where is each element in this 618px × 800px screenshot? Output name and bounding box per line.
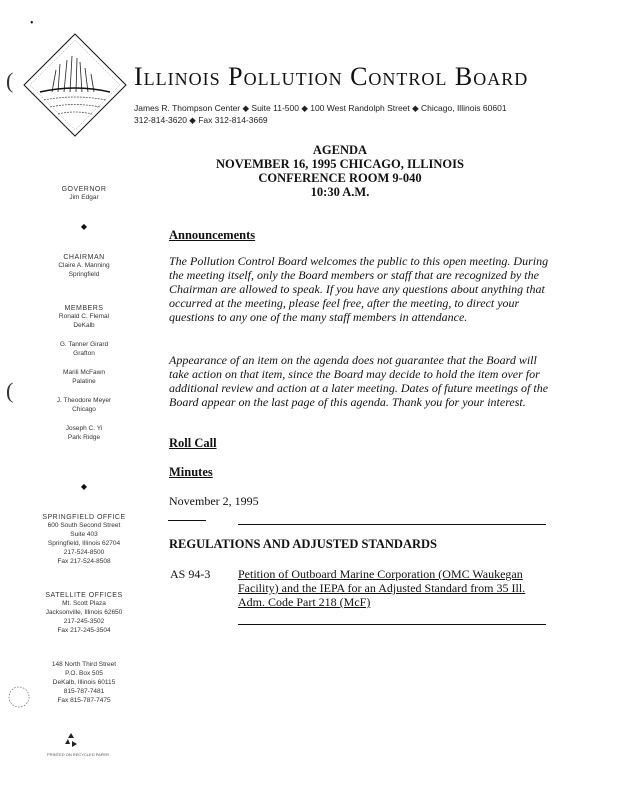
office-line: Fax 815-787-7475	[57, 697, 111, 704]
office-line: 600 South Second Street	[47, 522, 121, 529]
member-entry	[14, 312, 154, 340]
member-entry	[14, 340, 154, 368]
agenda-time-line: 10:30 A.M.	[310, 185, 370, 199]
office-line: Suite 403	[70, 531, 98, 538]
docket-description: Petition of Outboard Marine Corporation (OMC Waukegan Facility) and the IEPA for an Adjusted Standard from 35 Ill. Adm. Code Part 218 (McF)	[238, 567, 526, 609]
office-line: P.O. Box 505	[65, 670, 103, 677]
disclaimer-paragraph: Appearance of an item on the agenda does not guarantee that the Board will take action on that item, since the Board may decide to hold the item over for additional review and action at a later meeting. Dates of future meetings of the Board appear on the last page of this agenda. Thank you for your interest.	[169, 353, 549, 409]
office-line: 217-245-3502	[63, 618, 105, 625]
recycle-icon	[63, 732, 79, 748]
regulations-heading: REGULATIONS AND ADJUSTED STANDARDS	[169, 537, 437, 551]
office-line: DeKalb, Illinois 60115	[52, 679, 116, 686]
member-city: Palatine	[72, 378, 96, 385]
item-rule	[238, 624, 546, 625]
member-name: G. Tanner Girard	[59, 341, 109, 348]
member-entry	[14, 424, 154, 452]
satellite-office-dekalb	[14, 660, 154, 705]
divider-diamond-icon: ◆	[80, 222, 88, 231]
members-block	[14, 305, 154, 452]
scan-speckle-icon	[6, 684, 32, 710]
governor-name: Jim Edgar	[69, 194, 99, 201]
office-line: Fax 217-245-3504	[57, 627, 111, 634]
board-logo-icon	[22, 32, 128, 138]
phone-line: 312-814-3620 ◆ Fax 312-814-3669	[134, 115, 268, 125]
agenda-title: AGENDA	[312, 143, 368, 157]
recycled-paper-note: PRINTED ON RECYCLED PAPER	[47, 752, 109, 757]
member-city: Chicago	[72, 406, 96, 413]
springfield-heading: SPRINGFIELD OFFICE	[42, 514, 126, 521]
member-name: J. Theodore Meyer	[56, 397, 112, 404]
agenda-room-line: CONFERENCE ROOM 9-040	[258, 171, 422, 185]
section-rule	[238, 524, 546, 525]
announcements-heading: Announcements	[169, 228, 256, 242]
office-line: 148 North Third Street	[51, 661, 117, 668]
docket-number: AS 94-3	[170, 567, 211, 581]
divider-diamond-icon: ◆	[80, 482, 88, 491]
chairman-block	[14, 254, 154, 279]
stray-mark: •	[30, 18, 34, 29]
satellite-heading: SATELLITE OFFICES	[45, 592, 123, 599]
roll-call-heading: Roll Call	[169, 436, 217, 450]
welcome-paragraph: The Pollution Control Board welcomes the public to this open meeting. During the meeting itself, only the Board members or staff that are recognized by the Chairman are allowed to speak. If you have any questions about anything that occurred at the meeting, please feel free, after the meeting, to direct your questions to any one of the many staff members in attendance.	[169, 254, 549, 324]
member-entry	[14, 396, 154, 424]
punch-hole-mark: (	[6, 68, 14, 93]
punch-hole-mark: (	[6, 378, 14, 403]
office-line: Fax 217-524-8508	[57, 558, 111, 565]
agenda-date-line: NOVEMBER 16, 1995 CHICAGO, ILLINOIS	[216, 157, 464, 171]
member-city: Park Ridge	[67, 434, 101, 441]
members-heading: MEMBERS	[64, 305, 104, 312]
chairman-city: Springfield	[68, 271, 100, 278]
satellite-offices-block	[14, 592, 154, 635]
short-rule	[168, 520, 206, 521]
member-name: Ronald C. Flemal	[58, 313, 110, 320]
office-line: 815-787-7481	[63, 688, 105, 695]
chairman-heading: CHAIRMAN	[63, 254, 105, 261]
minutes-date: November 2, 1995	[169, 494, 259, 508]
member-city: DeKalb	[73, 322, 95, 329]
agenda-header	[170, 143, 510, 199]
minutes-heading: Minutes	[169, 465, 213, 479]
governor-block	[14, 186, 154, 202]
office-line: Mt. Scott Plaza	[62, 600, 106, 607]
office-line: Springfield, Illinois 62704	[47, 540, 121, 547]
member-name: Joseph C. Yi	[65, 425, 103, 432]
chairman-name: Claire A. Manning	[58, 262, 110, 269]
office-line: 217-524-8500	[63, 549, 105, 556]
office-line: Jacksonville, Illinois 62650	[45, 609, 123, 616]
member-entry	[14, 368, 154, 396]
member-name: Marili McFawn	[63, 369, 105, 376]
member-city: Grafton	[73, 350, 95, 357]
springfield-office-block	[14, 514, 154, 566]
organization-title: Illinois Pollution Control Board	[134, 62, 529, 91]
governor-heading: GOVERNOR	[61, 186, 107, 193]
address-line: James R. Thompson Center ◆ Suite 11-500 ◆ 100 West Randolph Street ◆ Chicago, Illinois 60601	[134, 103, 507, 113]
